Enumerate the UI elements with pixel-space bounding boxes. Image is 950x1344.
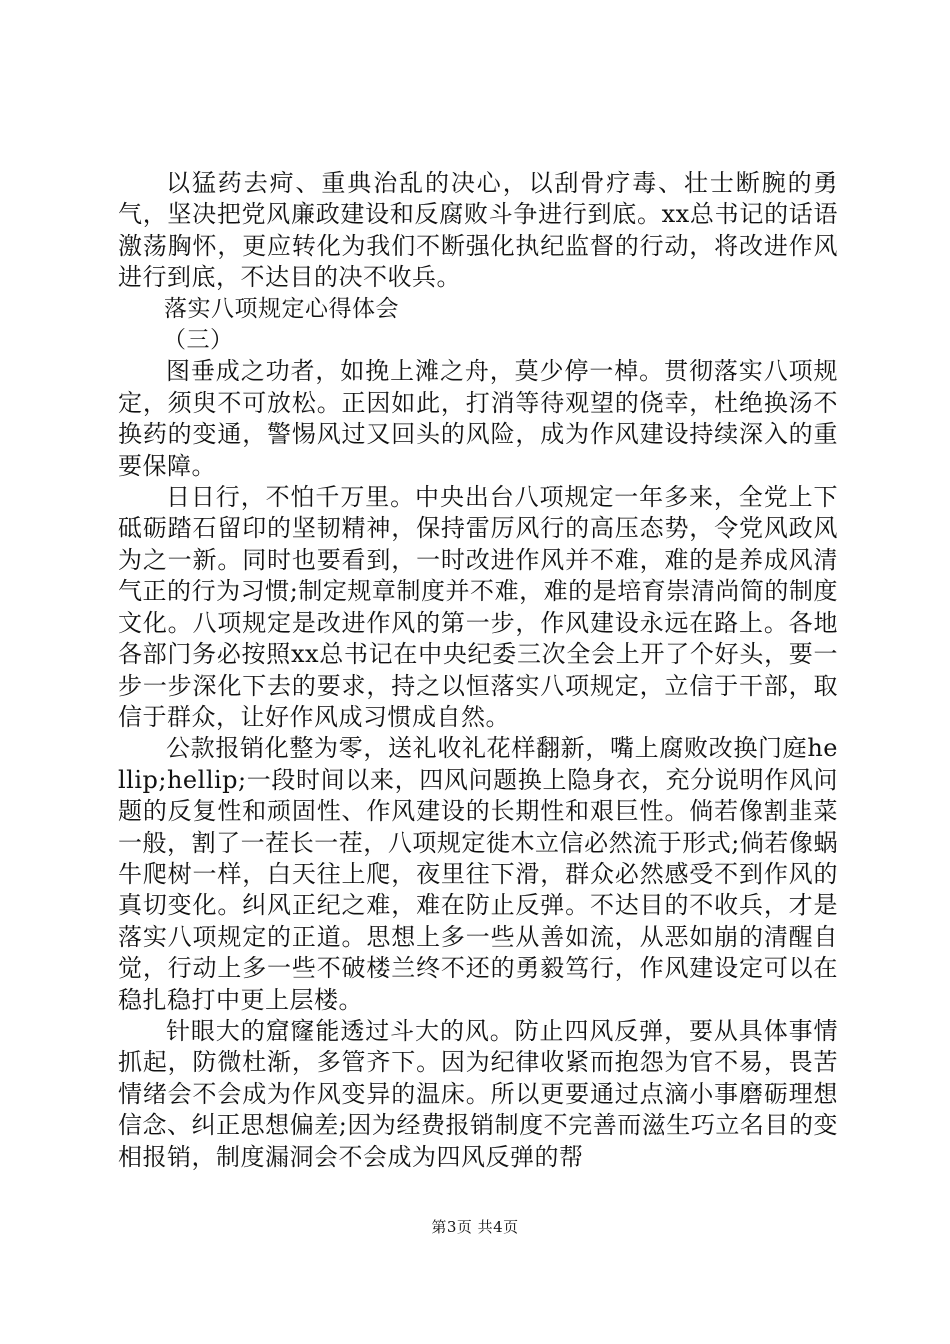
section-heading: 落实八项规定心得体会 [164, 295, 399, 322]
paragraph-intro: 以猛药去疴、重典治乱的决心，以刮骨疗毒、壮士断腕的勇气，坚决把党风廉政建设和反腐败斗争进行到底。xx总书记的话语激荡胸怀，更应转化为我们不断强化执纪监督的行动，将改进作风进行到底，不达目的决不收兵。 [118, 169, 838, 292]
paragraph-1: 图垂成之功者，如挽上滩之舟，莫少停一棹。贯彻落实八项规定，须臾不可放松。正因如此，打消等待观望的侥幸，杜绝换汤不换药的变通，警惕风过又回头的风险，成为作风建设持续深入的重要保障。 [118, 357, 838, 480]
page-footer [0, 1216, 950, 1237]
document-body [118, 168, 838, 1173]
section-number: （三） [163, 327, 234, 354]
paragraph-3: 公款报销化整为零，送礼收礼花样翻新，嘴上腐败改换门庭hellip;hellip;一段时间以来，四风问题换上隐身衣，充分说明作风问题的反复性和顽固性、作风建设的长期性和艰巨性。倘若像割韭菜一般，割了一茬长一茬，八项规定徙木立信必然流于形式;倘若像蜗牛爬树一样，白天往上爬，夜里往下滑，群众必然感受不到作风的真切变化。纠风正纪之难，难在防止反弹。不达目的不收兵，才是落实八项规定的正道。思想上多一些从善如流，从恶如崩的清醒自觉，行动上多一些不破楼兰终不还的勇毅笃行，作风建设定可以在稳扎稳打中更上层楼。 [118, 734, 838, 1014]
paragraph-4: 针眼大的窟窿能透过斗大的风。防止四风反弹，要从具体事情抓起，防微杜渐，多管齐下。因为纪律收紧而抱怨为官不易，畏苦情绪会不会成为作风变异的温床。所以更要通过点滴小事磨砺理想信念、纠正思想偏差;因为经费报销制度不完善而滋生巧立名目的变相报销，制度漏洞会不会成为四风反弹的帮 [118, 1016, 838, 1171]
page-indicator: 第3页 共4页 [431, 1218, 519, 1236]
paragraph-2: 日日行，不怕千万里。中央出台八项规定一年多来，全党上下砥砺踏石留印的坚韧精神，保持雷厉风行的高压态势，令党风政风为之一新。同时也要看到，一时改进作风并不难，难的是养成风清气正的行为习惯;制定规章制度并不难，难的是培育崇清尚简的制度文化。八项规定是改进作风的第一步，作风建设永远在路上。各地各部门务必按照xx总书记在中央纪委三次全会上开了个好头，要一步一步深化下去的要求，持之以恒落实八项规定，立信于干部，取信于群众，让好作风成习惯成自然。 [118, 483, 838, 731]
